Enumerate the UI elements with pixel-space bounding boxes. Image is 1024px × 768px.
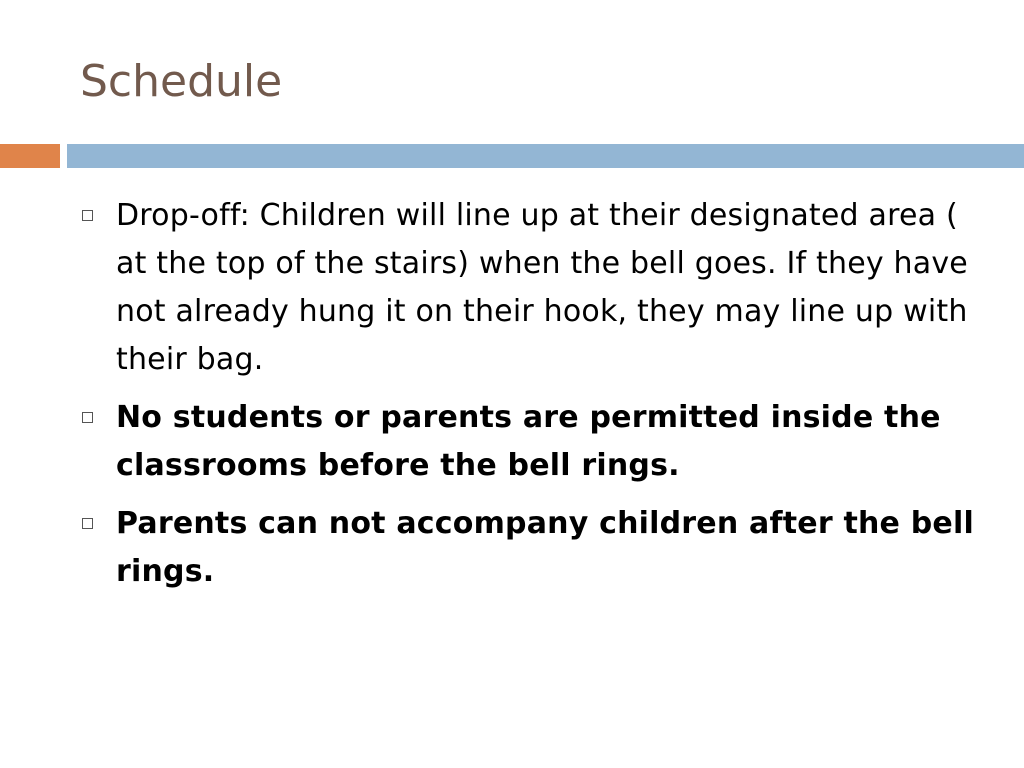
hollow-square-bullet-icon: [82, 412, 93, 423]
slide-title: Schedule: [80, 56, 283, 107]
bullet-item-no-entry: [82, 394, 982, 490]
bullet-item-drop-off: [82, 192, 982, 384]
bullet-text: Drop-off: Children will line up at their designated area ( at the top of the stairs) when the bell goes. If they have not already hung it on their hook, they may line up with their bag.: [116, 198, 968, 377]
bullet-list: [82, 192, 982, 606]
bullet-item-no-accompany: [82, 500, 982, 596]
accent-bar: [0, 144, 60, 168]
bullet-text: Parents can not accompany children after the bell rings.: [116, 506, 974, 589]
title-underline-bar: [67, 144, 1024, 168]
bullet-text: No students or parents are permitted inside the classrooms before the bell rings.: [116, 400, 941, 483]
hollow-square-bullet-icon: [82, 518, 93, 529]
hollow-square-bullet-icon: [82, 210, 93, 221]
